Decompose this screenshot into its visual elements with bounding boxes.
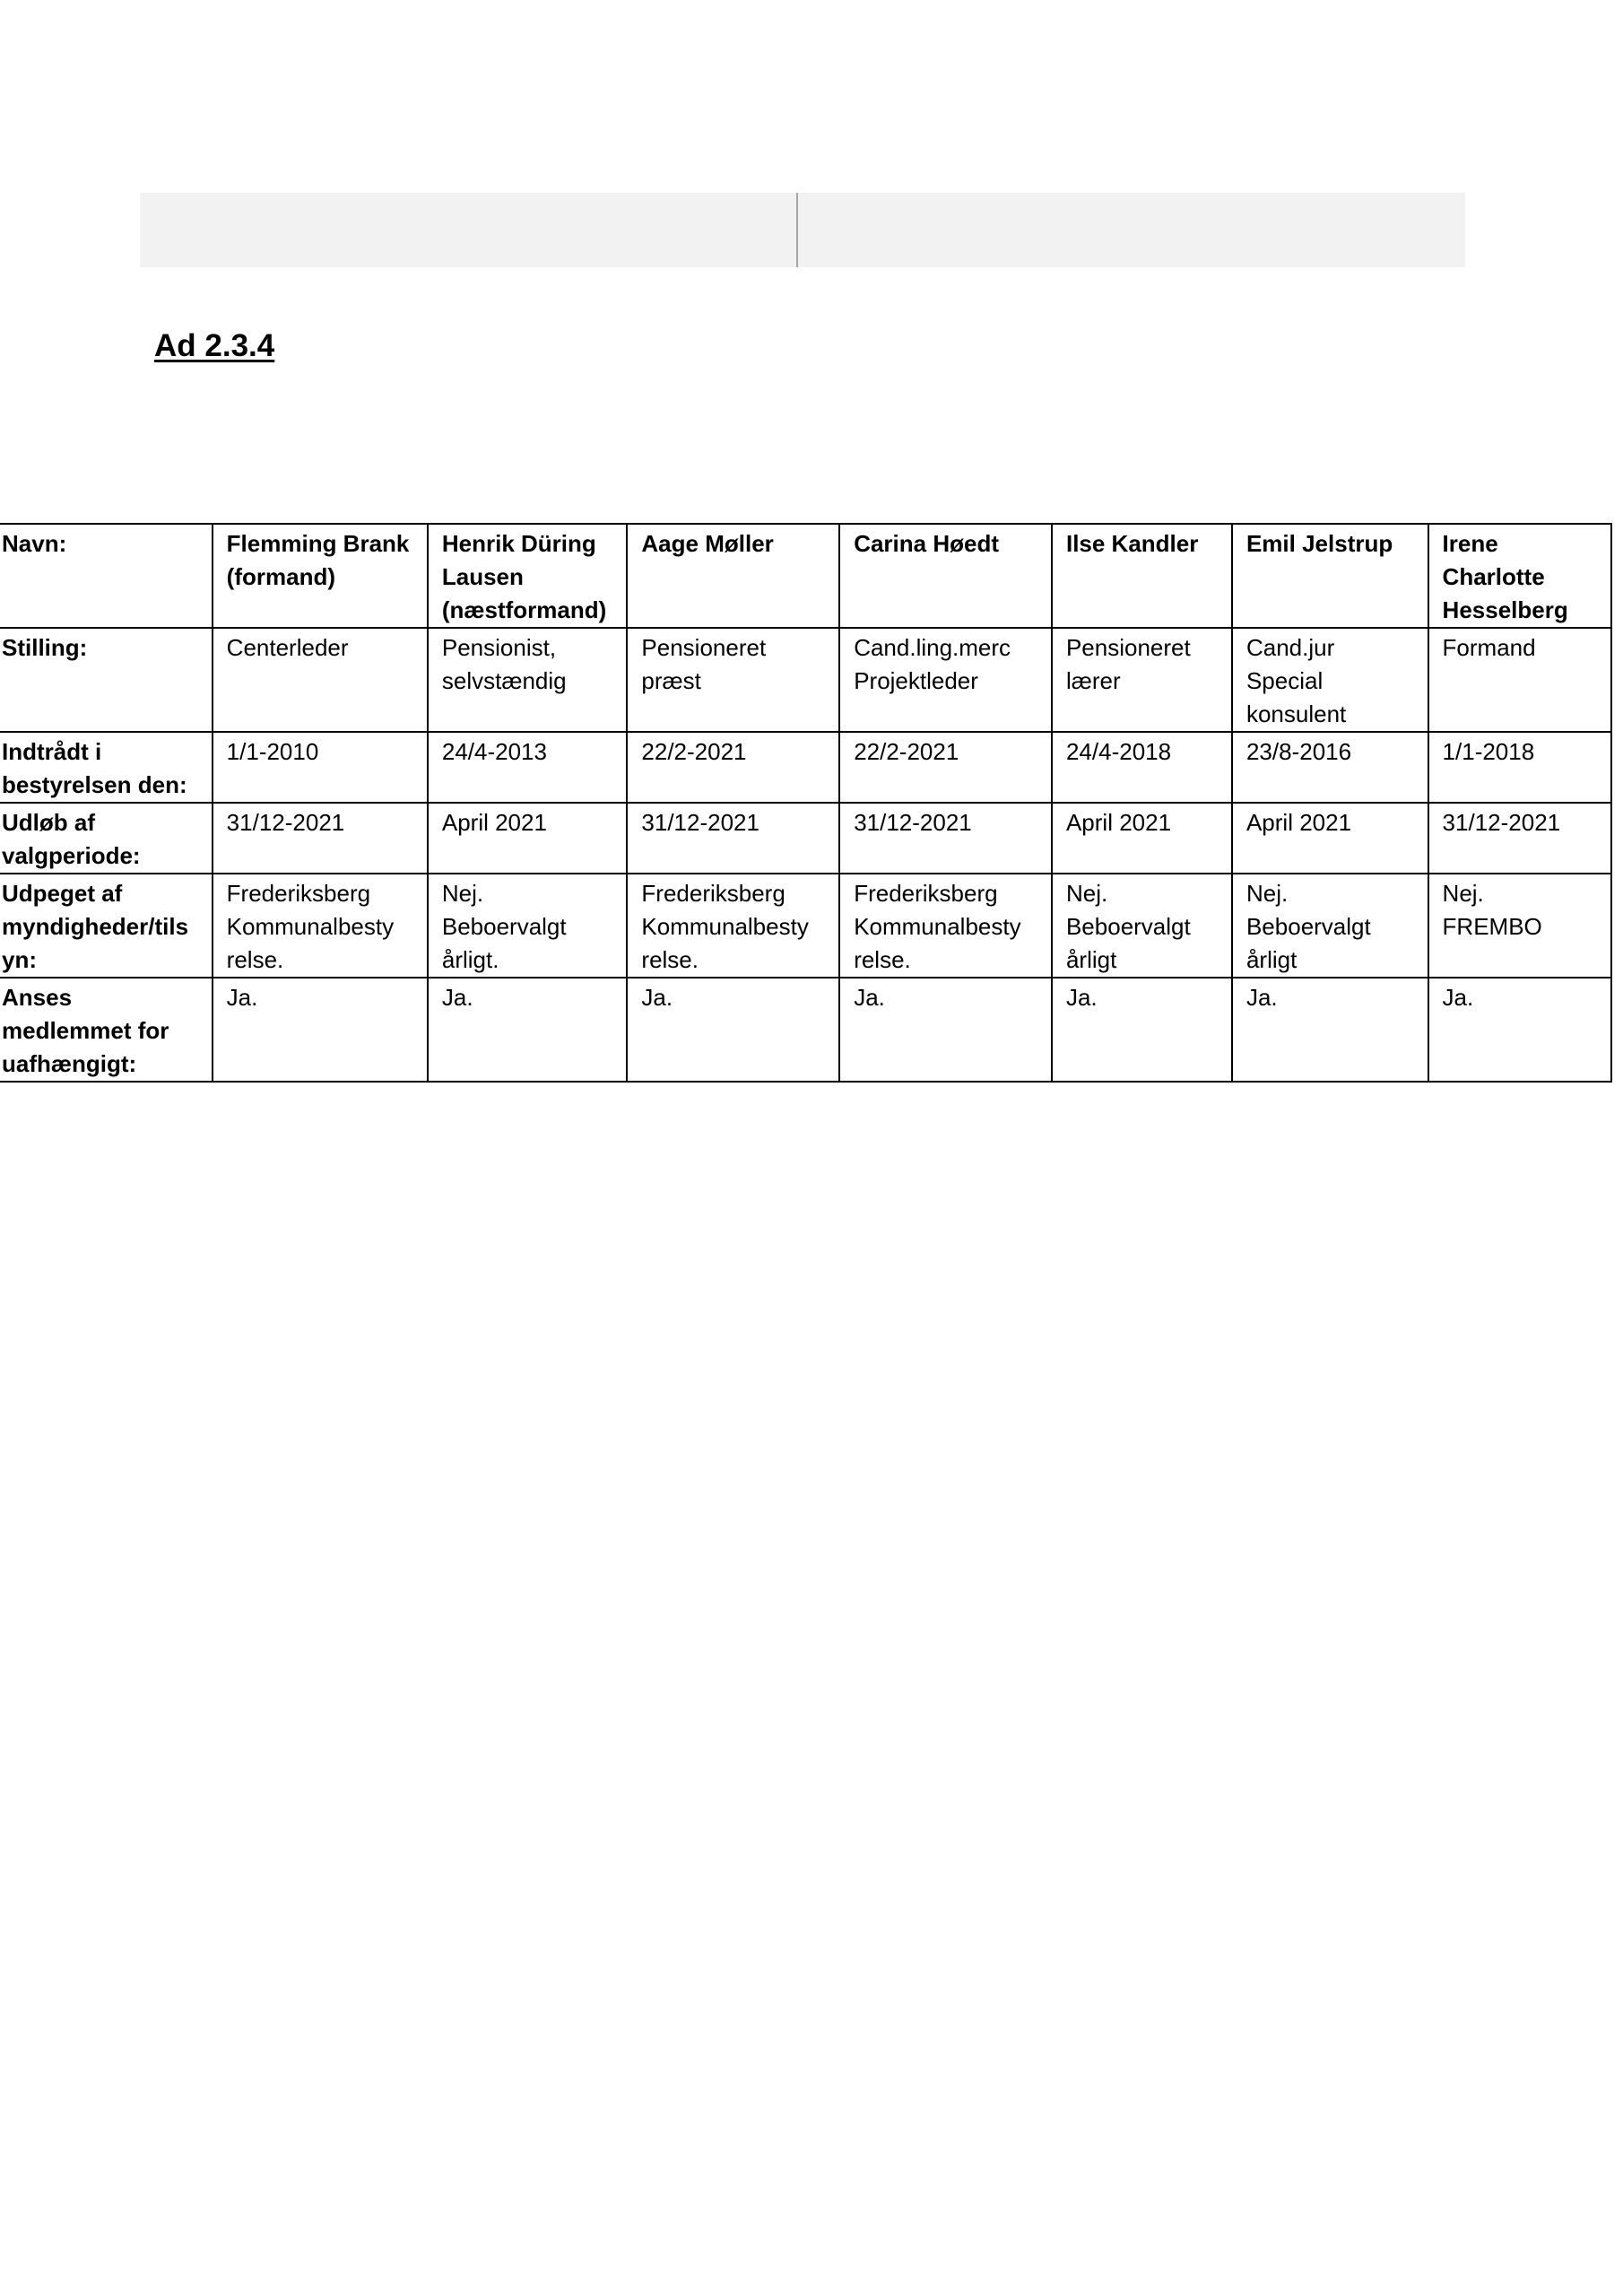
cell-text-line: Pensionist, xyxy=(441,634,557,661)
table-cell-joined xyxy=(839,732,1052,803)
cell-text-line: 24/4-2013 xyxy=(441,738,547,765)
table-cell-appointed xyxy=(1232,874,1428,978)
table-cell-term-end xyxy=(1428,803,1611,874)
cell-text-line: Hesselberg xyxy=(1442,596,1568,623)
cell-text-line: Carina Høedt xyxy=(854,530,999,557)
table-cell-name xyxy=(1428,524,1611,628)
cell-text-line: selvstændig xyxy=(441,667,567,694)
row-label-term-end xyxy=(0,803,213,874)
cell-text-line: årligt. xyxy=(441,946,499,973)
row-label-joined xyxy=(0,732,213,803)
cell-text-line: Charlotte xyxy=(1442,563,1545,590)
cell-text-line: Pensioneret xyxy=(641,634,767,661)
table-cell-independent xyxy=(1428,978,1611,1082)
cell-text-line: April 2021 xyxy=(1245,809,1352,836)
cell-text-line: Kommunalbesty xyxy=(641,913,809,940)
grey-header-band xyxy=(140,193,1465,267)
cell-text-line: årligt xyxy=(1245,946,1298,973)
table-cell-appointed xyxy=(1428,874,1611,978)
cell-text-line: Formand xyxy=(1442,634,1536,661)
cell-text-line: Frederiksberg xyxy=(641,880,785,907)
row-label-line: Indtrådt i xyxy=(2,738,102,765)
cell-text-line: 1/1-2018 xyxy=(1442,738,1535,765)
row-label-line: yn: xyxy=(2,946,37,973)
cell-text-line: Centerleder xyxy=(226,634,349,661)
table-cell-position xyxy=(627,628,839,732)
table-cell-appointed xyxy=(428,874,628,978)
cell-text-line: Cand.jur xyxy=(1245,634,1335,661)
cell-text-line: Ja. xyxy=(441,984,473,1011)
cell-text-line: Ilse Kandler xyxy=(1065,530,1199,557)
cell-text-line: Kommunalbesty xyxy=(226,913,395,940)
cell-text-line: Frederiksberg xyxy=(226,880,371,907)
cell-text-line: Beboervalgt xyxy=(441,913,567,940)
table-cell-appointed xyxy=(627,874,839,978)
cell-text-line: 1/1-2010 xyxy=(226,738,319,765)
cell-text-line: Nej. xyxy=(1065,880,1108,907)
table-cell-term-end xyxy=(428,803,628,874)
row-label-line: Udpeget af xyxy=(2,880,123,907)
table-row-appointed xyxy=(0,874,1611,978)
table-cell-term-end xyxy=(1232,803,1428,874)
table-cell-joined xyxy=(213,732,428,803)
cell-text-line: (formand) xyxy=(226,563,335,590)
table-cell-joined xyxy=(1052,732,1232,803)
table-cell-name xyxy=(627,524,839,628)
board-members-table xyxy=(0,523,1612,1083)
cell-text-line: relse. xyxy=(226,946,284,973)
table-cell-independent xyxy=(839,978,1052,1082)
cell-text-line: 22/2-2021 xyxy=(854,738,959,765)
table-cell-position xyxy=(1232,628,1428,732)
cell-text-line: Flemming Brank xyxy=(226,530,410,557)
row-label-name xyxy=(0,524,213,628)
table-cell-name xyxy=(213,524,428,628)
row-label-line: uafhængigt: xyxy=(2,1050,137,1077)
table-cell-joined xyxy=(627,732,839,803)
cell-text-line: 31/12-2021 xyxy=(641,809,759,836)
row-label-line: Navn: xyxy=(2,530,67,557)
cell-text-line: Nej. xyxy=(1442,880,1484,907)
table-cell-term-end xyxy=(839,803,1052,874)
cell-text-line: Lausen xyxy=(441,563,524,590)
table-cell-independent xyxy=(1232,978,1428,1082)
table-cell-term-end xyxy=(627,803,839,874)
grey-band-right-cell xyxy=(798,193,1465,267)
table-cell-appointed xyxy=(1052,874,1232,978)
cell-text-line: Projektleder xyxy=(854,667,978,694)
table-cell-name xyxy=(839,524,1052,628)
table-cell-joined xyxy=(1428,732,1611,803)
table-cell-name xyxy=(428,524,628,628)
table-cell-independent xyxy=(428,978,628,1082)
table-cell-joined xyxy=(1232,732,1428,803)
table-cell-term-end xyxy=(1052,803,1232,874)
row-label-line: Anses xyxy=(2,984,73,1011)
table-cell-appointed xyxy=(213,874,428,978)
table-cell-position xyxy=(428,628,628,732)
row-label-line: Stilling: xyxy=(2,634,88,661)
cell-text-line: Aage Møller xyxy=(641,530,774,557)
table-cell-position xyxy=(1052,628,1232,732)
table-row-independent xyxy=(0,978,1611,1082)
table-cell-position xyxy=(213,628,428,732)
cell-text-line: Pensioneret xyxy=(1065,634,1191,661)
cell-text-line: konsulent xyxy=(1245,700,1347,727)
cell-text-line: Special xyxy=(1245,667,1324,694)
cell-text-line: Ja. xyxy=(854,984,885,1011)
table-cell-independent xyxy=(1052,978,1232,1082)
table-cell-independent xyxy=(213,978,428,1082)
cell-text-line: Ja. xyxy=(1065,984,1098,1011)
table-row-term-end xyxy=(0,803,1611,874)
cell-text-line: præst xyxy=(641,667,701,694)
row-label-independent xyxy=(0,978,213,1082)
table-row-position xyxy=(0,628,1611,732)
table-row-joined xyxy=(0,732,1611,803)
table-cell-name xyxy=(1232,524,1428,628)
cell-text-line: 23/8-2016 xyxy=(1245,738,1352,765)
cell-text-line: 31/12-2021 xyxy=(226,809,345,836)
table-cell-position xyxy=(839,628,1052,732)
table-cell-position xyxy=(1428,628,1611,732)
table-cell-joined xyxy=(428,732,628,803)
cell-text-line: relse. xyxy=(854,946,911,973)
table-row-name xyxy=(0,524,1611,628)
cell-text-line: 31/12-2021 xyxy=(854,809,972,836)
row-label-line: bestyrelsen den: xyxy=(2,771,187,798)
section-heading: Ad 2.3.4 xyxy=(154,328,275,363)
row-label-line: Udløb af xyxy=(2,809,95,836)
table-cell-name xyxy=(1052,524,1232,628)
row-label-line: medlemmet for xyxy=(2,1017,169,1044)
cell-text-line: April 2021 xyxy=(1065,809,1172,836)
table-cell-appointed xyxy=(839,874,1052,978)
table-cell-independent xyxy=(627,978,839,1082)
cell-text-line: Ja. xyxy=(1442,984,1474,1011)
row-label-line: myndigheder/tils xyxy=(2,913,189,940)
row-label-line: valgperiode: xyxy=(2,842,141,869)
cell-text-line: Ja. xyxy=(226,984,258,1011)
cell-text-line: Ja. xyxy=(641,984,673,1011)
cell-text-line: Emil Jelstrup xyxy=(1245,530,1393,557)
table-cell-term-end xyxy=(213,803,428,874)
row-label-position xyxy=(0,628,213,732)
cell-text-line: April 2021 xyxy=(441,809,547,836)
cell-text-line: Irene xyxy=(1442,530,1498,557)
cell-text-line: Kommunalbesty xyxy=(854,913,1021,940)
cell-text-line: Nej. xyxy=(441,880,484,907)
cell-text-line: 24/4-2018 xyxy=(1065,738,1172,765)
cell-text-line: (næstformand) xyxy=(441,596,607,623)
cell-text-line: Nej. xyxy=(1245,880,1289,907)
cell-text-line: Cand.ling.merc xyxy=(854,634,1011,661)
cell-text-line: årligt xyxy=(1065,946,1117,973)
cell-text-line: 31/12-2021 xyxy=(1442,809,1561,836)
cell-text-line: lærer xyxy=(1065,667,1121,694)
cell-text-line: Ja. xyxy=(1245,984,1278,1011)
cell-text-line: Frederiksberg xyxy=(854,880,998,907)
cell-text-line: relse. xyxy=(641,946,699,973)
row-label-appointed xyxy=(0,874,213,978)
cell-text-line: 22/2-2021 xyxy=(641,738,747,765)
cell-text-line: Beboervalgt xyxy=(1245,913,1371,940)
grey-band-left-cell xyxy=(140,193,798,267)
cell-text-line: Beboervalgt xyxy=(1065,913,1191,940)
cell-text-line: Henrik Düring xyxy=(441,530,596,557)
cell-text-line: FREMBO xyxy=(1442,913,1542,940)
